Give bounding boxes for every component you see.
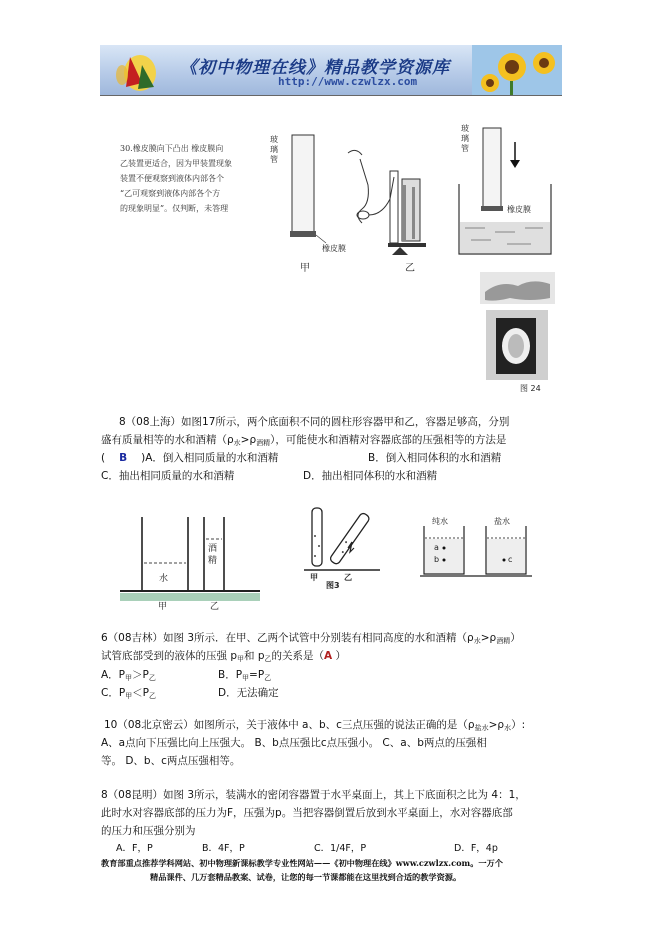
q10-line-3: 等。 D、b、c两点压强相等。 [101,755,241,767]
fig10-point-b: b [434,555,440,564]
fig30-drawing [262,125,437,275]
footer-line-2: 精品课件、几万套精品教案、试卷，让您的每一节课都能在这里找到合适的教学资源。 [150,872,462,882]
fig10-point-a: a [434,543,439,552]
q6-answer: A [324,650,333,662]
q8a-line-3: ( B )A．倒入相同质量的水和酒精 [101,452,279,464]
q6-option-b: B．$P_甲=P_乙$ [218,669,272,682]
q10-line-2: A、a点向下压强比向上压强大。 B、b点压强比c点压强小。 C、a、b两点的压强相 [101,737,487,749]
fig24-caption: 图 24 [520,384,541,393]
q6-line-2: 试管底部受到的液体的压强 $p_甲$和 $p_乙$的关系是（A ） [101,650,347,663]
fig3-caption: 图3 [326,581,340,590]
fig24-photos [480,272,555,392]
q8a-option-a: )A．倒入相同质量的水和酒精 [141,452,279,464]
fig30-film-label: 橡皮膜 [322,244,346,253]
q30-line-5: 的现象明显”。仅判断，未答理 [120,204,229,213]
fig17-containers [120,503,260,612]
fig30-jia-label: 甲 [300,263,310,274]
q8b-option-c: C．1/4F，P [314,843,367,854]
fig10-pure-water-label: 纯水 [432,517,448,526]
fig10-containers [420,516,532,580]
beaker-film-label: 橡皮膜 [507,205,531,214]
fig30-tube-label: 玻璃管 [270,135,278,164]
fig17-drawing [120,503,260,608]
fig30-beaker [455,122,555,262]
fig17-yi-label: 乙 [210,602,220,612]
q30-line-2: 乙装置更适合，因为甲装置现象 [120,159,232,168]
q10-line-1: 10（08北京密云）如图所示，关于液体中 a、b、c三点压强的说法正确的是$(\rho_{盐水}>\rho_水)$: [104,719,526,732]
header-banner [100,45,562,96]
fig10-salt-water-label: 盐水 [494,517,510,526]
q8b-option-d: D．F，4p [454,843,498,854]
fig3-test-tubes [300,506,385,591]
q6-option-c: C．$P_甲<P_乙$ [101,687,157,700]
logo-icon [102,45,172,95]
q30-line-3: 装置不便观察到液体内部各个 [120,174,224,183]
fig3-jia-label: 甲 [310,573,318,582]
fig30-apparatus [262,125,437,275]
fig10-point-c: c [508,555,513,564]
q8a-option-c: C．抽出相同质量的水和酒精 [101,470,235,482]
q8b-line-1: 8（08昆明）如图 3所示，装满水的密闭容器置于水平桌面上，其上下底面积之比为 4：1， [101,789,526,801]
q8a-line-1: 8（08上海）如图17所示，两个底面积不同的圆柱形容器甲和乙，容器足够高，分别 [119,416,510,428]
header-url: http://www.czwlzx.com [278,75,418,88]
fig24-photo-drawing [480,272,555,382]
header-title: 《初中物理在线》精品教学资源库 [180,58,450,78]
beaker-tube-label: 玻璃管 [461,124,469,153]
q8a-option-b: B．倒入相同体积的水和酒精 [368,452,502,464]
fig17-water-label: 水 [159,574,169,584]
q6-option-a: A．$P_甲>P_乙$ [101,669,156,682]
beaker-drawing [455,122,555,262]
q6-option-d: D．无法确定 [218,687,279,699]
fig30-yi-label: 乙 [405,263,415,274]
fig17-jia-label: 甲 [158,602,168,612]
fig3-yi-label: 乙 [344,573,352,582]
q6-line-1: 6（08吉林）如图 3所示．在甲、乙两个试管中分别装有相同高度的水和酒精$(\rho_水>\rho_{酒精})$ [101,632,521,645]
q8b-line-2: 此时水对容器底部的压力为F，压强为p。当把容器倒置后放到水平桌面上，水对容器底部 [101,807,513,819]
q30-line-1: 30.橡皮膜向下凸出 橡皮膜向 [120,144,224,153]
q8a-line-2: 盛有质量相等的水和酒精$(\rho_水>\rho_{酒精})$，可能使水和酒精对容器底部的压强相等的方法是 [101,434,507,447]
q8b-option-b: B．4F，P [202,843,245,854]
fig17-alcohol-label: 酒精 [208,544,218,566]
q8a-option-d: D．抽出相同体积的水和酒精 [303,470,438,482]
q8a-answer: B [119,452,128,464]
q8b-line-3: 的压力和压强分别为 [101,825,196,837]
q8b-option-a: A．F，P [116,843,153,854]
q30-line-4: “乙可观察到液体内部各个方 [120,189,221,198]
sunflower-icon [472,45,562,95]
footer-line-1: 教育部重点推荐学科网站、初中物理新课标教学专业性网站——《初中物理在线》www.czwlzx.com。一万个 [101,858,503,868]
